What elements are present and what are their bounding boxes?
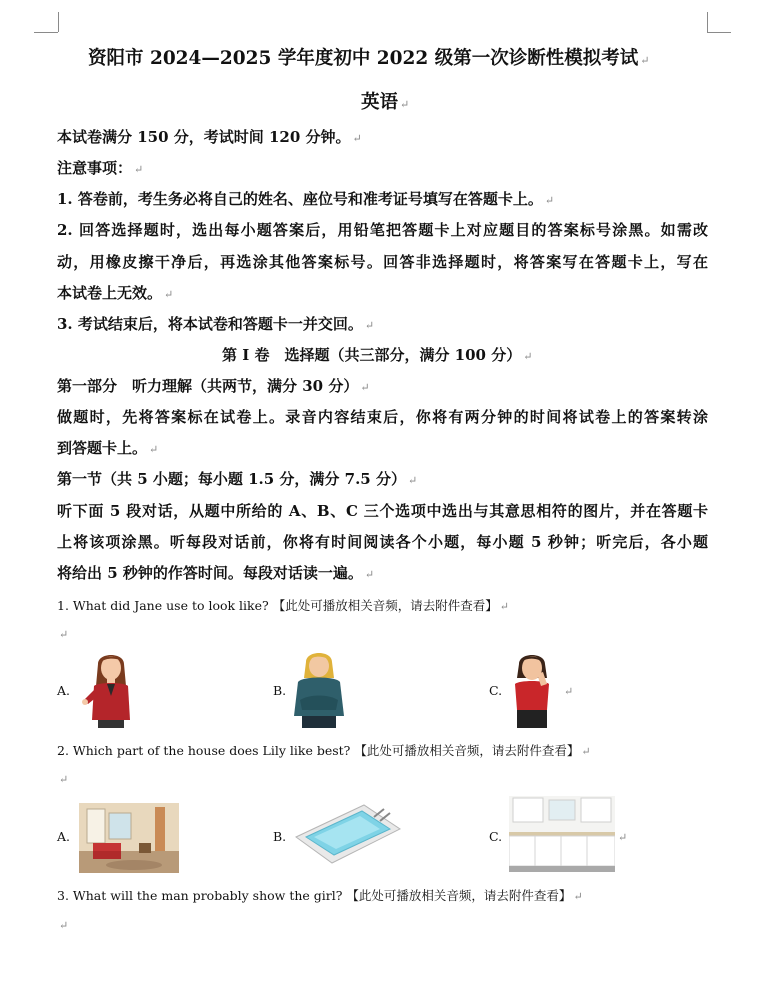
exam-title: 资阳市 2024—2025 学年度初中 2022 级第一次诊断性模拟考试 ↵	[88, 48, 650, 69]
empty-paragraph: ↵	[59, 919, 69, 932]
notice-item-1: 1. 答卷前，考生务必将自己的姓名、座位号和准考证号填写在答题卡上。 ↵	[57, 190, 555, 208]
crop-mark-top-right	[707, 32, 731, 33]
empty-paragraph: ↵	[59, 773, 69, 786]
q1-option-b-label: B.	[273, 683, 287, 698]
question-2: 2. Which part of the house does Lily like best? 【此处可播放相关音频，请去附件查看】 ↵	[57, 743, 591, 758]
section1-instructions-cont: 上将该项涂黑。听每段对话前，你将有时间阅读各个小题，每小题 5 秒钟；听完后，各小题	[57, 533, 708, 551]
notice-item-2-cont: 动，用橡皮擦干净后，再选涂其他答案标号。回答非选择题时，将答案写在答题卡上，写在	[57, 253, 708, 271]
part1-heading: 第一部分 听力理解（共两节，满分 30 分） ↵	[57, 377, 370, 395]
q2-option-c-kitchen-image	[509, 796, 615, 872]
question-1: 1. What did Jane use to look like? 【此处可播放相关音频，请去附件查看】 ↵	[57, 598, 509, 613]
exam-subject: 英语 ↵	[361, 92, 410, 113]
empty-paragraph: ↵	[59, 628, 69, 641]
section-heading: 第 I 卷 选择题（共三部分，满分 100 分） ↵	[222, 346, 533, 364]
q1-option-b-person-image	[290, 650, 348, 730]
notice-item-2-end: 本试卷上无效。 ↵	[57, 284, 174, 302]
part1-instructions: 做题时，先将答案标在试卷上。录音内容结束后，你将有两分钟的时间将试卷上的答案转涂	[57, 408, 708, 426]
notice-item-3: 3. 考试结束后，将本试卷和答题卡一并交回。 ↵	[57, 315, 375, 333]
notice-item-2: 2. 回答选择题时，选出每小题答案后，用铅笔把答题卡上对应题目的答案标号涂黑。如需改	[57, 221, 708, 239]
q1-option-c-woman-image	[507, 652, 557, 728]
section1-instructions-end: 将给出 5 秒钟的作答时间。每段对话读一遍。 ↵	[57, 564, 375, 582]
empty-paragraph: ↵	[618, 831, 628, 844]
q2-option-c-label: C.	[489, 829, 503, 844]
empty-paragraph: ↵	[564, 685, 574, 698]
notice-heading: 注意事项： ↵	[57, 159, 144, 177]
question-3: 3. What will the man probably show the girl? 【此处可播放相关音频，请去附件查看】 ↵	[57, 888, 583, 903]
intro-text: 本试卷满分 150 分，考试时间 120 分钟。 ↵	[57, 128, 362, 146]
q2-option-a-living-room-image	[79, 803, 179, 873]
q2-option-b-label: B.	[273, 829, 287, 844]
part1-instructions-end: 到答题卡上。 ↵	[57, 439, 159, 457]
q1-option-a-woman-image	[80, 650, 146, 728]
section1-heading: 第一节（共 5 小题；每小题 1.5 分，满分 7.5 分） ↵	[57, 470, 418, 488]
q1-option-c-label: C.	[489, 683, 503, 698]
crop-mark-top-right	[707, 12, 708, 32]
section1-instructions: 听下面 5 段对话，从题中所给的 A、B、C 三个选项中选出与其意思相符的图片，并在答题卡	[57, 502, 708, 520]
q2-option-b-swimming-pool-image	[294, 803, 402, 865]
crop-mark-top-left	[58, 12, 59, 32]
q1-option-a-label: A.	[57, 683, 71, 698]
crop-mark-top-left	[34, 32, 58, 33]
q2-option-a-label: A.	[57, 829, 71, 844]
